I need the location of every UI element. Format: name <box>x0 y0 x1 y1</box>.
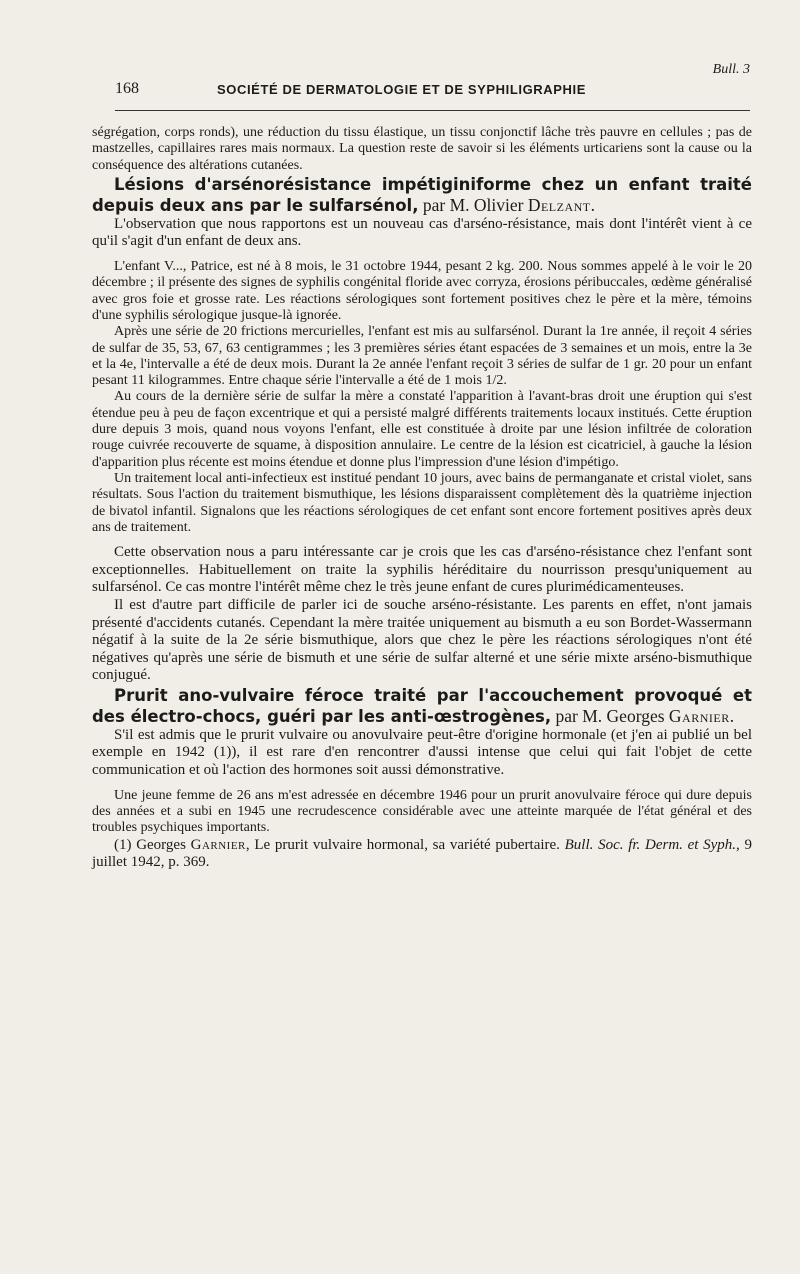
article-title-2-text: Prurit ano-vulvaire féroce traité par l'accouchement provoqué et des électro-chocs, guéri par les anti-œstrogènes, <box>92 685 752 726</box>
article2-paragraph: Une jeune femme de 26 ans m'est adressée en décembre 1946 pour un prurit anovulvaire féroce qui dure depuis des années et a subi en 1945 une recrudescence considérable avec une atteinte marquée de l'état général et des troubles psychiques importants. <box>92 787 752 836</box>
article1-paragraph: Il est d'autre part difficile de parler ici de souche arséno-résistante. Les parents en effet, n'ont jamais présenté d'accidents cutanés. Cependant la mère traitée uniquement au bismuth a eu son Bordet-Wassermann négatif à la suite de la 2e série bismuthique, alors que chez le père les réactions sérologiques n'ont été négatives qu'après une série de bismuth et une série de sulfar alterné et une série mixte arséno-bismuthique conjugué. <box>92 596 752 684</box>
article-byline-2: par M. Georges <box>555 705 665 726</box>
header-rule <box>115 110 750 111</box>
article-author-1: Delzant <box>527 194 591 215</box>
spacer <box>92 780 752 788</box>
corner-annotation: Bull. 3 <box>712 62 750 77</box>
article-title-2 <box>92 685 752 727</box>
footnote <box>92 837 752 872</box>
journal-title: SOCIÉTÉ DE DERMATOLOGIE ET DE SYPHILIGRAPHIE <box>217 82 587 97</box>
footnote-prefix: (1) Georges <box>114 836 186 853</box>
article-title-1 <box>92 174 752 216</box>
article1-paragraph: L'observation que nous rapportons est un nouveau cas d'arséno-résistance, mais dont l'intérêt vient à ce qu'il s'agit d'un enfant de deux ans. <box>92 215 752 250</box>
article-byline-1: par M. Olivier <box>422 194 524 215</box>
article1-paragraph: Après une série de 20 frictions mercurielles, l'enfant est mis au sulfarsénol. Durant la 1re année, il reçoit 4 séries de sulfar de 35, 53, 67, 63 centigrammes ; les 3 premières séries étant espacées de 3 semaines et un mois, entre la 3e et la 4e, l'intervalle a été de deux mois. Durant la 2e année l'enfant reçoit 3 séries de sulfar de 1 gr. 20 pour un enfant pesant 11 kilogrammes. Entre chaque série l'intervalle a été de 1 mois 1/2. <box>92 324 752 389</box>
footnote-citation-end: , 9 juillet 1942, p. 369. <box>92 836 752 871</box>
footnote-journal: Bull. Soc. fr. Derm. et Syph. <box>564 836 737 853</box>
article1-paragraph: Au cours de la dernière série de sulfar la mère a constaté l'apparition à l'avant-bras droit une éruption qui s'est étendue peu à peu de façon excentrique et qui a persisté malgré différents traitements locaux institués. Cette éruption dure depuis 3 mois, quand nous voyons l'enfant, elle est constituée à droite par une lésion infiltrée de coloration rouge cuivrée recouverte de squame, à disposition annulaire. Le centre de la lésion est cicatriciel, à gauche la lésion d'apparition plus récente est moins étendue et donne plus l'impression d'une lésion d'impétigo. <box>92 389 752 470</box>
footnote-author: Garnier <box>190 836 246 853</box>
footnote-title: , Le prurit vulvaire hormonal, sa variété pubertaire. <box>245 836 560 853</box>
article1-paragraph: Cette observation nous a paru intéressante car je crois que les cas d'arséno-résistance chez l'enfant sont exceptionnelles. Habituellement on traite la syphilis héréditaire du nourrisson presqu'uniquement au sulfarsénol. Ce cas montre l'intérêt même chez le très jeune enfant de cures plurimédicamenteuses. <box>92 544 752 596</box>
spacer <box>92 251 752 259</box>
spacer <box>92 536 752 544</box>
intro-paragraph: ségrégation, corps ronds), une réduction du tissu élastique, un tissu conjonctif lâche très pauvre en cellules ; pas de mastzelles, capillaires rares mais normaux. La question reste de savoir si les éléments urticariens sont la cause ou la conséquence des altérations cutanées. <box>92 125 752 173</box>
article-title-1-text: Lésions d'arsénorésistance impétiginiforme chez un enfant traité depuis deux ans par le sulfarsénol, <box>92 174 752 215</box>
article-title-1-end: . <box>590 194 596 215</box>
article-title-2-end: . <box>729 705 735 726</box>
article2-paragraph: S'il est admis que le prurit vulvaire ou anovulvaire peut-être d'origine hormonale (et j'en ai publié un bel exemple en 1942 (1)), il est rare d'en rencontrer d'aussi intense que celui qui fait l'objet de cette communication et où l'action des hormones soit aussi démonstrative. <box>92 726 752 779</box>
page-content <box>92 125 752 872</box>
article1-paragraph: L'enfant V..., Patrice, est né à 8 mois, le 31 octobre 1944, pesant 2 kg. 200. Nous sommes appelé à le voir le 20 décembre ; il présente des signes de syphilis congénital floride avec corryza, érosions péribuccales, œdème généralisé avec gros foie et grosse rate. Les réactions sérologiques sont fortement positives chez le père et la mère, témoins d'une syphilis sérologique jusque-là ignorée. <box>92 259 752 323</box>
page-number: 168 <box>115 80 139 97</box>
article-author-2: Garnier <box>668 705 730 726</box>
article1-paragraph: Un traitement local anti-infectieux est institué pendant 10 jours, avec bains de permanganate et cristal violet, sans résultats. Sous l'action du traitement bismuthique, les lésions disparaissent complètement dès la quatrième injection de bivatol infantil. Signalons que les réactions sérologiques de cet enfant sont encore fortement positives après deux ans de traitement. <box>92 470 752 535</box>
